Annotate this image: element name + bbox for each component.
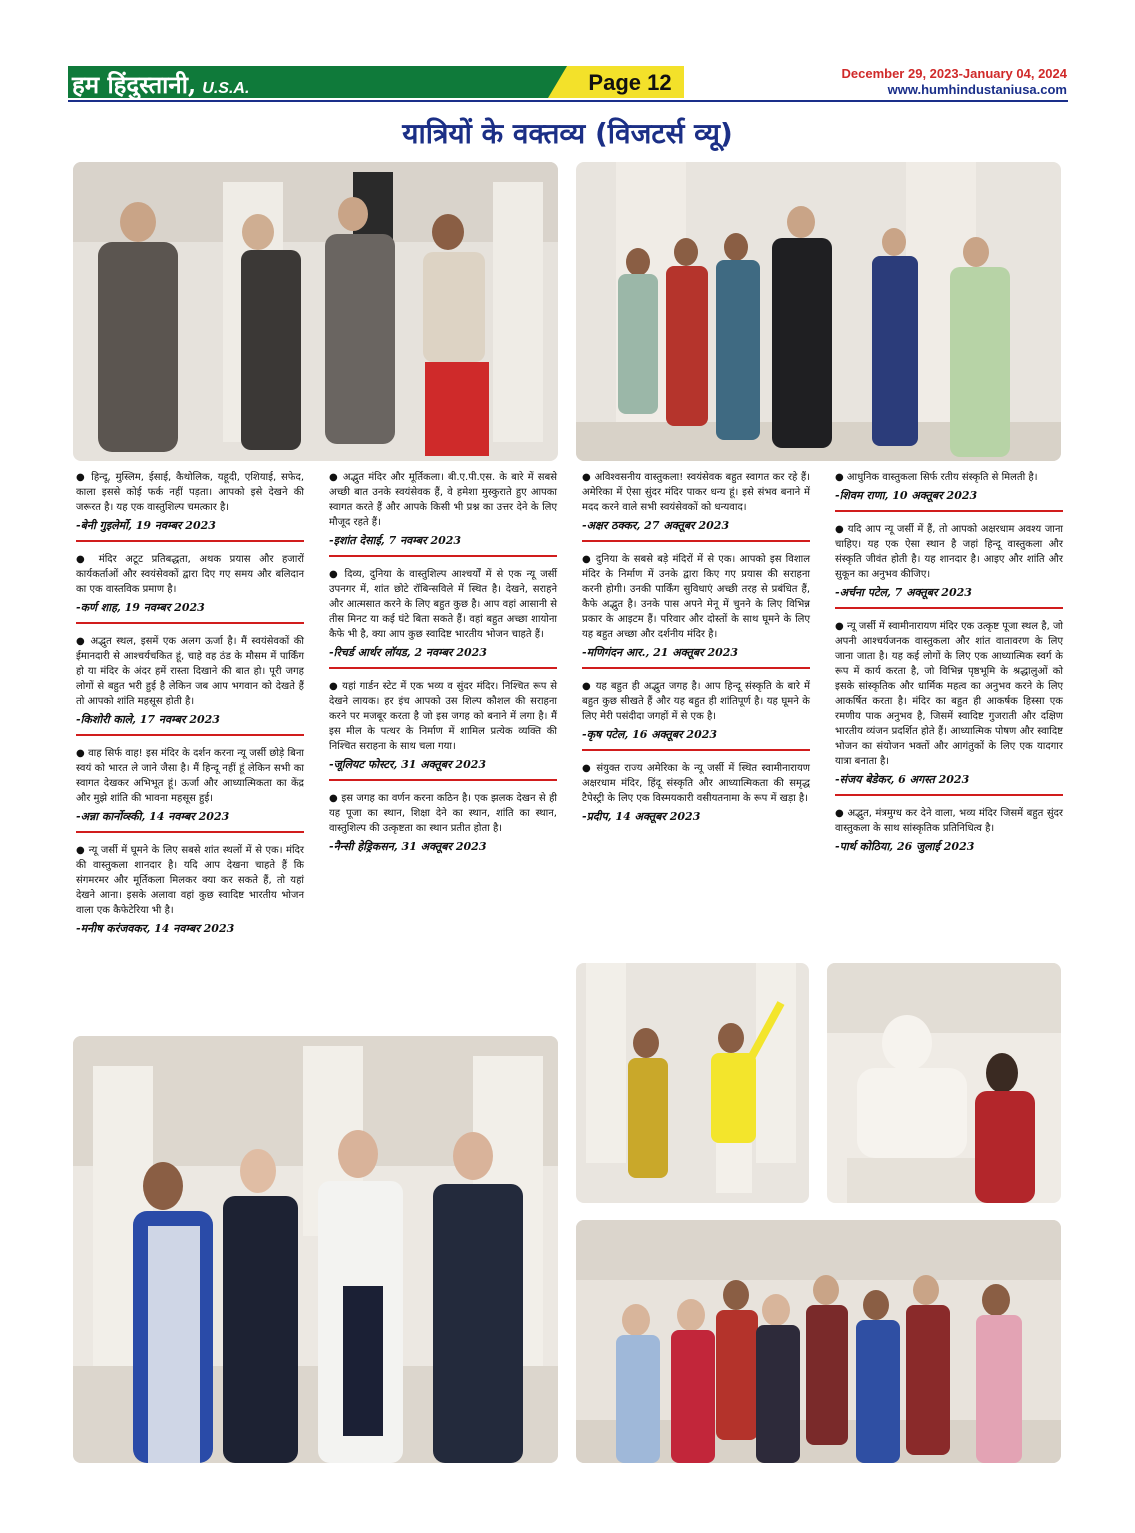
testimonial-text: ● न्यू जर्सी में स्वामीनारायण मंदिर एक उत्कृष्ट पूजा स्थल है, जो अपनी आश्चर्यजनक वास्तुकला और शांत वातावरण के लिए जाना जाता है। यह कई लोगों के लिए एक आध्यात्मिक स्वर्ग के रूप में कार्य करता है, जो विभिन्न पृष्ठभूमि के श्रद्धालुओं को इसके सांस्कृतिक और धार्मिक महत्व का अनुभव करने के लिए आकर्षित करता है। मंदिर का बहुत ही आकर्षक हिस्सा एक रमणीय पाक अनुभव है, जिसमें स्वादिष्ट गुजराती और दक्षिण भारतीय व्यंजन प्रदर्शित होते हैं। आध्यात्मिक पोषण और स्वादिष्ट भोजन का संयोजन भक्तों और आगंतुकों के लिए एक यादगार यात्रा बनाता है। (835, 621, 1063, 767)
testimonial-column-2 (329, 466, 557, 867)
testimonial-text: ● संयुक्त राज्य अमेरिका के न्यू जर्सी में स्थित स्वामीनारायण अक्षरधाम मंदिर, हिंदू संस्कृति और आध्यात्मिकता की समृद्ध टैपेस्ट्री के लिए एक विस्मयकारी वसीयतनामा के रूप में खड़ा है। (582, 763, 810, 804)
testimonial-entry (582, 757, 810, 831)
testimonial-text: ● यहां गार्डन स्टेट में एक भव्य व सुंदर मंदिर। निश्चित रूप से देखने लायक। हर इंच आपको उस शिल्प कौशल की सराहना करने पर मजबूर करता है जो इस जगह को बनाने में लगा है। मैं इस मील के पत्थर के निर्माण में शामिल प्रत्येक व्यक्ति की निश्चित सराहना के साथ चला गया। (329, 681, 557, 752)
testimonial-text: ● मंदिर अटूट प्रतिबद्धता, अथक प्रयास और हजारों कार्यकर्ताओं और स्वयंसेवकों द्वारा दिए गए समय और बलिदान का एक वास्तविक प्रमाण है। (76, 554, 304, 595)
testimonial-author: -अन्ना कार्नोव्स्की, 14 नवम्बर 2023 (76, 810, 230, 823)
testimonial-entry (835, 802, 1063, 861)
testimonial-entry (329, 563, 557, 669)
testimonial-column-4 (835, 466, 1063, 867)
testimonial-entry (582, 466, 810, 542)
testimonial-author: -शिवम राणा, 10 अक्तूबर 2023 (835, 489, 978, 502)
masthead-title: हम हिंदुस्तानी, (72, 70, 197, 99)
testimonial-author: -कृष पटेल, 16 अक्तूबर 2023 (582, 728, 718, 741)
testimonial-text: ● न्यू जर्सी में घूमने के लिए सबसे शांत स्थलों में से एक। मंदिर की वास्तुकला शानदार है। यदि आप देखना चाहते हैं कि संगमरमर और मूर्तिकला मिलकर क्या कर सकते हैं, तो यहां देखने आना। इसके अलावा वहां कुछ स्वादिष्ट भारतीय भोजन वाला एक कैफेटेरिया भी है। (76, 845, 304, 916)
testimonial-author: -इशांत देसाई, 7 नवम्बर 2023 (329, 534, 462, 547)
photo-carved-statue (827, 963, 1061, 1203)
testimonial-text: ● दिव्य, दुनिया के वास्तुशिल्प आश्चर्यों में से एक न्यू जर्सी उपनगर में, शांत छोटे रॉबिन्सविले में स्थित है। देखने, सराहने और आत्मसात करने के लिए बहुत कुछ है। आप वहां आसानी से तीस मिनट या कई घंटे बिता सकते हैं। वहां बहुत अच्छा शायोना कैफे भी है, क्या आप कुछ स्वादिष्ट भारतीय भोजन चाहते हैं। (329, 569, 557, 640)
testimonial-text: ● दुनिया के सबसे बड़े मंदिरों में से एक। आपको इस विशाल मंदिर के निर्माण में उनके द्वारा किए गए प्रयास की सराहना करनी होगी। उनकी पार्किंग सुविधाएं अच्छी तरह से प्रबंधित हैं, कैफे अद्भुत है। उनके पास अपने मेनू में चुनने के लिए विभिन्न प्रकार के आइटम हैं। परिवार और दोस्तों के साथ घूमने के लिए यह बहुत अच्छा और दर्शनीय मंदिर है। (582, 554, 810, 640)
testimonial-column-3 (582, 466, 810, 837)
testimonial-author: -जूलियट फोस्टर, 31 अक्तूबर 2023 (329, 758, 487, 771)
photo-priest-visit (576, 162, 1061, 461)
testimonial-column-1 (76, 466, 304, 949)
testimonial-text: ● इस जगह का वर्णन करना कठिन है। एक झलक देखन से ही यह पूजा का स्थान, शिक्षा देने का स्थान, शांति का स्थान, वास्तुशिल्प की उत्कृष्टता का स्थान प्रतीत होता है। (329, 793, 557, 834)
testimonial-text: ● अविश्वसनीय वास्तुकला! स्वयंसेवक बहुत स्वागत कर रहे हैं। अमेरिका में ऐसा सुंदर मंदिर पाकर धन्य हूं। इसे संभव बनाने में मदद करने वाले सभी स्वयंसेवकों को धन्यवाद। (582, 472, 810, 513)
testimonial-entry (835, 615, 1063, 796)
testimonial-entry (76, 742, 304, 833)
testimonial-author: -किशोरी काले, 17 नवम्बर 2023 (76, 713, 220, 726)
testimonial-author: -मनीष करंजवकर, 14 नवम्बर 2023 (76, 922, 235, 935)
testimonial-author: -रिचर्ड आर्थर लॉयड, 2 नवम्बर 2023 (329, 646, 487, 659)
issue-date: December 29, 2023-January 04, 2024 (841, 66, 1067, 81)
testimonial-entry (76, 630, 304, 736)
testimonial-entry (329, 466, 557, 557)
testimonial-text: ● हिन्दू, मुस्लिम, ईसाई, कैथोलिक, यहूदी, एशियाई, सफेद, काला इससे कोई फर्क नहीं पड़ता। आपको इसे देखने की जरूरत है। यह एक वास्तुशिल्प चमत्कार है। (76, 472, 304, 513)
testimonial-author: -कर्ण शाह, 19 नवम्बर 2023 (76, 601, 205, 614)
header-rule (68, 100, 1068, 102)
testimonial-author: -पार्थ कोठिया, 26 जुलाई 2023 (835, 840, 975, 853)
testimonial-entry (582, 548, 810, 669)
testimonial-entry (329, 675, 557, 781)
testimonial-text: ● यह बहुत ही अद्भुत जगह है। आप हिन्दू संस्कृति के बारे में बहुत कुछ सीखते हैं और यह बहुत ही शांतिपूर्ण है। यह घूमने के लिए मेरी पसंदीदा जगहों में से एक है। (582, 681, 810, 722)
testimonial-entry (835, 466, 1063, 512)
testimonial-text: ● अद्भुत मंदिर और मूर्तिकला। बी.ए.पी.एस. के बारे में सबसे अच्छी बात उनके स्वयंसेवक हैं, वे हमेशा मुस्कुराते हुए आपका स्वागत करते हैं और आपके किसी भी प्रश्न का उत्तर देने के लिए मौजूद रहते हैं। (329, 472, 557, 528)
website-link[interactable]: www.humhindustaniusa.com (887, 82, 1067, 97)
testimonial-entry (76, 466, 304, 542)
photo-delegation-group (576, 1220, 1061, 1463)
page-title: यात्रियों के वक्तव्य (विजटर्स व्यू) (402, 117, 733, 150)
masthead (72, 68, 249, 101)
testimonial-entry (582, 675, 810, 751)
testimonial-author: -मणिगंदन आर., 21 अक्तूबर 2023 (582, 646, 739, 659)
testimonial-text: ● अद्भुत स्थल, इसमें एक अलग ऊर्जा है। मैं स्वयंसेवकों की ईमानदारी से आश्चर्यचकित हूं, चाहे वह ठंड के मौसम में पार्किंग हो या मंदिर के अंदर हमें रास्ता दिखाने की बात हो। पूरी जगह लोगों से बहुत भरी हुई है लेकिन जब आप भगवान को देखते हैं तो आपको शांति महसूस होती है। (76, 636, 304, 707)
testimonial-author: -बेनी गुइलेर्मो, 19 नवम्बर 2023 (76, 519, 216, 532)
testimonial-author: -संजय बेडेकर, 6 अगस्त 2023 (835, 773, 970, 786)
photo-guide-pointing (576, 963, 809, 1203)
page-number: Page 12 (588, 70, 672, 95)
masthead-suffix: U.S.A. (202, 80, 250, 97)
testimonial-author: -अर्चना पटेल, 7 अक्तूबर 2023 (835, 586, 972, 599)
testimonial-entry (329, 787, 557, 861)
photo-monks-visit (73, 162, 558, 461)
testimonial-entry (835, 518, 1063, 609)
testimonial-text: ● यदि आप न्यू जर्सी में हैं, तो आपको अक्षरधाम अवश्य जाना चाहिए। यह एक ऐसा स्थान है जहां हिन्दू वास्तुकला और संस्कृति जीवंत होती है। यह शानदार है। आइए और शांति और सुकून का अनुभव कीजिए। (835, 524, 1063, 580)
testimonial-author: -नैन्सी हेड्रिकसन, 31 अक्तूबर 2023 (329, 840, 487, 853)
testimonial-author: -अक्षर ठक्कर, 27 अक्तूबर 2023 (582, 519, 730, 532)
testimonial-text: ● वाह सिर्फ वाह! इस मंदिर के दर्शन करना न्यू जर्सी छोड़े बिना स्वयं को भारत ले जाने जैसा है। मैं हिन्दू नहीं हूं लेकिन सभी का स्वागत देखकर अभिभूत हूं। ऊर्जा और आध्यात्मिकता का केंद्र और मुझे शांति की भावना महसूस हुई। (76, 748, 304, 804)
testimonial-text: ● आधुनिक वास्तुकला सिर्फ रतीय संस्कृति से मिलती है। (835, 472, 1038, 483)
testimonial-entry (76, 548, 304, 624)
testimonial-author: -प्रदीप, 14 अक्तूबर 2023 (582, 810, 701, 823)
testimonial-entry (76, 839, 304, 943)
photo-officials-tour (73, 1036, 558, 1463)
testimonial-text: ● अद्भुत, मंत्रमुग्ध कर देने वाला, भव्य मंदिर जिसमें बहुत सुंदर वास्तुकला के साथ सांस्कृतिक प्रतिनिधित्व है। (835, 808, 1063, 834)
